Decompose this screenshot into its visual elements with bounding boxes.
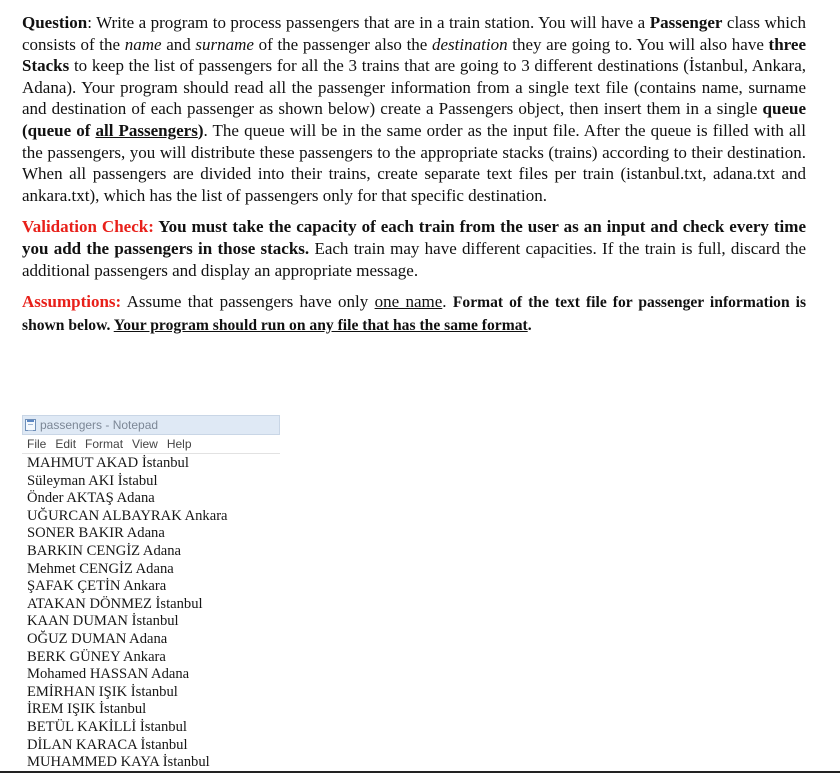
passenger-line: ATAKAN DÖNMEZ İstanbul <box>27 595 203 612</box>
passenger-line: SONER BAKIR Adana <box>27 525 165 542</box>
notepad-menubar <box>22 435 280 454</box>
menu-file[interactable]: File <box>27 437 47 451</box>
assumptions-label: Assumptions: <box>22 292 122 312</box>
notepad-screenshot <box>22 415 280 773</box>
passenger-line: Önder AKTAŞ Adana <box>27 490 155 507</box>
notepad-text-area[interactable] <box>22 454 280 772</box>
passenger-line: OĞUZ DUMAN Adana <box>27 630 168 647</box>
menu-help[interactable]: Help <box>166 437 192 451</box>
passenger-line: UĞURCAN ALBAYRAK Ankara <box>27 507 228 524</box>
assignment-document <box>22 12 806 336</box>
notepad-icon <box>25 419 36 431</box>
passenger-line: BETÜL KAKİLLİ İstanbul <box>27 718 187 735</box>
passenger-line: EMİRHAN IŞIK İstanbul <box>27 683 178 700</box>
menu-edit[interactable]: Edit <box>55 437 77 451</box>
passenger-line: İREM IŞIK İstanbul <box>27 701 147 718</box>
assumptions-paragraph: Assumptions: Assume that passengers have only one name. Format of the text file for passenger information is shown below. Your program should run on any file that has the same format. <box>22 292 807 334</box>
passenger-line: Mohamed HASSAN Adana <box>27 666 190 683</box>
menu-view[interactable]: View <box>132 437 158 451</box>
passenger-line: DİLAN KARACA İstanbul <box>27 736 188 753</box>
passenger-line: MAHMUT AKAD İstanbul <box>27 455 189 471</box>
validation-label: Validation Check: <box>22 217 154 237</box>
passenger-line: MUHAMMED KAYA İstanbul <box>27 754 210 771</box>
passenger-line: BERK GÜNEY Ankara <box>27 648 166 665</box>
validation-paragraph: Validation Check: You must take the capacity of each train from the user as an input and check every time you add the passengers in those stacks. Each train may have different capacities. If the train is full, discard the additional passengers and display an appropriate message. <box>22 217 807 280</box>
passenger-line: ŞAFAK ÇETİN Ankara <box>27 578 167 595</box>
passenger-line: Süleyman AKI İstabul <box>27 472 158 489</box>
question-label: Question <box>22 13 88 32</box>
passenger-line: Mehmet CENGİZ Adana <box>27 560 174 577</box>
passenger-line: BARKIN CENGİZ Adana <box>27 542 182 559</box>
question-paragraph: Question: Write a program to process passengers that are in a train station. You will have a Passenger class which consists of the name and surname of the passenger also the destination they are going to. You will also have three Stacks to keep the list of passengers for all the 3 trains that are going to 3 different destinations (İstanbul, Ankara, Adana). Your program should read all the passenger information from a single text file (contains name, surname and destination of each passenger as shown below) create a Passengers object, then insert them in a single queue (queue of all Passengers). The queue will be in the same order as the input file. After the queue is filled with all the passengers, you will distribute these passengers to the appropriate stacks (trains) according to their destination. When all passengers are divided into their trains, create separate text files per train (istanbul.txt, adana.txt and ankara.txt), which has the list of passengers only for that specific destination. <box>22 13 806 205</box>
passenger-line: KAAN DUMAN İstanbul <box>27 613 179 630</box>
notepad-title: passengers - Notepad <box>40 418 159 432</box>
notepad-titlebar <box>22 415 280 435</box>
menu-format[interactable]: Format <box>85 437 124 451</box>
